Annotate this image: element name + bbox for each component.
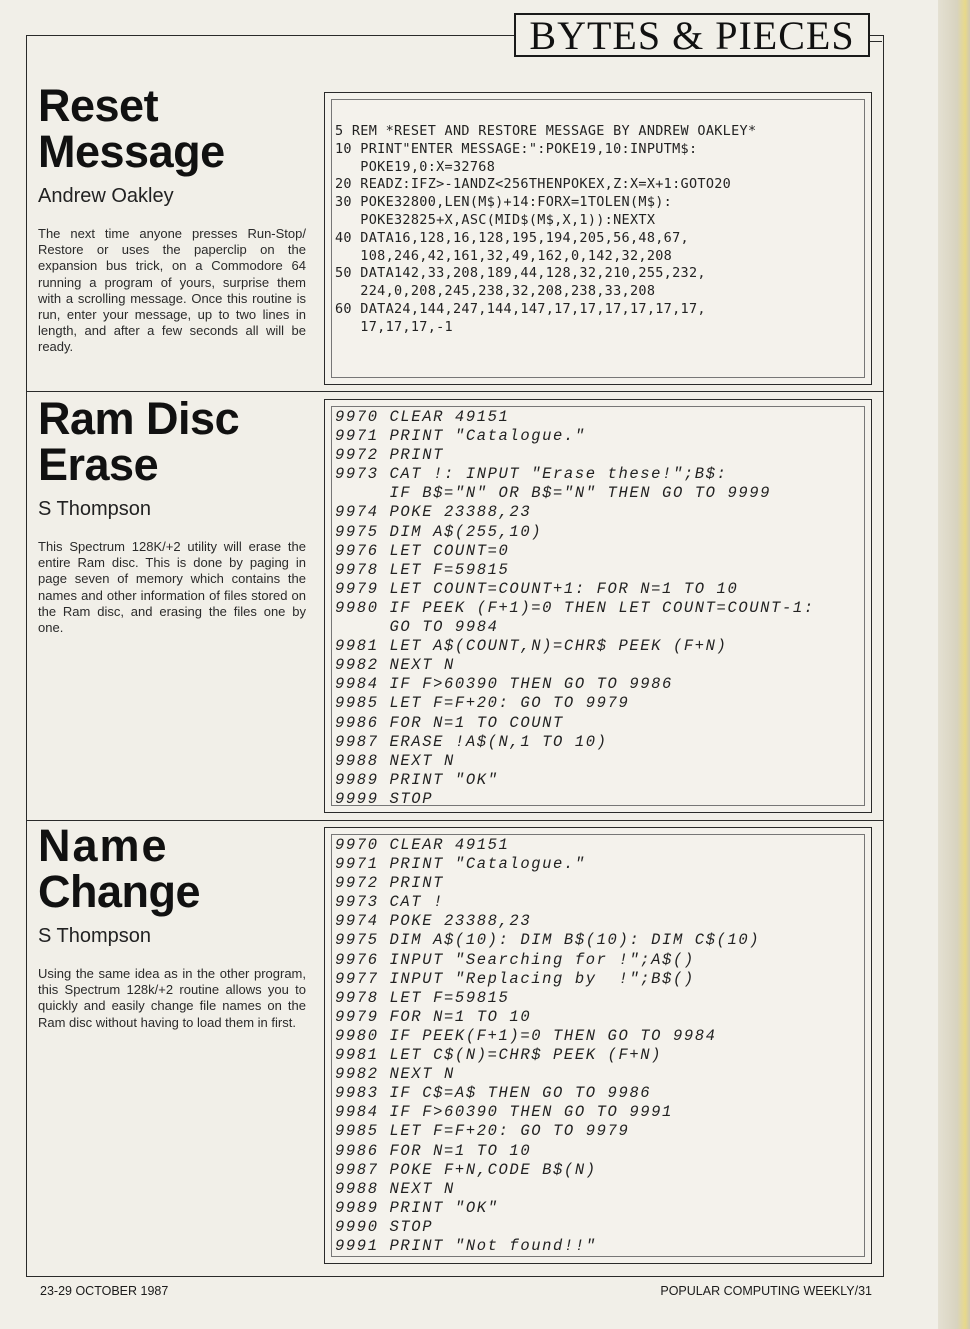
footer-date: 23-29 OCTOBER 1987 [40, 1284, 169, 1298]
article-name-change [38, 820, 306, 1031]
footer-page-number: POPULAR COMPUTING WEEKLY/31 [660, 1284, 872, 1298]
article-author: S Thompson [38, 498, 152, 520]
article-description: The next time anyone presses Run-Stop/ Restore or uses the paperclip on the expansion bus trick, on a Commodore 64 running a program of yours, surprise them with a scrolling message. Once this routine is run, enter your message, up to two lines in length, and after a few seconds all will be ready. [38, 226, 306, 355]
program-listing: 5 REM *RESET AND RESTORE MESSAGE BY ANDREW OAKLEY* 10 PRINT"ENTER MESSAGE:":POKE19,10:INPUTM$: POKE19,0:X=32768 20 READZ:IFZ>-1ANDZ<256THENPOKEX,Z:X=X+1:GOTO20 30 POKE32800,LEN(M$)+14:FORX=1TOLEN(M$): POKE32825+X,ASC(MID$(M$,X,1)):NEXTX 40 DATA16,128,16,128,195,194,205,56,48,67, 108,246,42,161,32,49,162,0,142,32,208 50 DATA142,33,208,189,44,128,32,210,255,232, 224,0,208,245,238,32,208,238,33,208 60 DATA24,144,247,144,147,17,17,17,17,17,17, 17,17,17,-1 [335, 123, 757, 335]
section-header: BYTES & PIECES [514, 13, 870, 57]
code-listing-ram-disc-erase [324, 399, 872, 813]
article-title: Reset Message [38, 80, 225, 177]
article-title: Ram Disc Erase [38, 393, 240, 490]
article-author: S Thompson [38, 925, 152, 947]
program-listing: 9970 CLEAR 49151 9971 PRINT "Catalogue." 9972 PRINT 9973 CAT !: INPUT "Erase these!";B$: IF B$="N" OR B$="N" THEN GO TO 9999 9974 POKE 23388,23 9975 DIM A$(255,10) 9976 LET COUNT=0 9978 LET F=59815 9979 LET COUNT=COUNT+1: FOR N=1 TO 10 9980 IF PEEK (F+1)=0 THEN LET COUNT=COUNT-1: GO TO 9984 9981 LET A$(COUNT,N)=CHR$ PEEK (F+N) 9982 NEXT N 9984 IF F>60390 THEN GO TO 9986 9985 LET F=F+20: GO TO 9979 9986 FOR N=1 TO COUNT 9987 ERASE !A$(N,1 TO 10) 9988 NEXT N 9989 PRINT "OK" 9999 STOP [335, 408, 815, 808]
article-title: Name Change [38, 820, 201, 917]
article-description: Using the same idea as in the other program, this Spectrum 128k/+2 routine allows you to quickly and easily change file names on the Ram disc without having to load them in first. [38, 966, 306, 1030]
article-description: This Spectrum 128K/+2 utility will erase the entire Ram disc. This is done by paging in page seven of memory which contains the names and other information of files stored on the Ram disc, and erasing the files one by one. [38, 539, 306, 636]
article-ram-disc-erase [38, 393, 306, 636]
article-reset-message [38, 80, 306, 356]
code-listing-reset-message [324, 92, 872, 385]
section-divider [26, 391, 884, 392]
page-edge [938, 0, 970, 1329]
program-listing: 9970 CLEAR 49151 9971 PRINT "Catalogue." 9972 PRINT 9973 CAT ! 9974 POKE 23388,23 9975 DIM A$(10): DIM B$(10): DIM C$(10) 9976 INPUT "Searching for !";A$() 9977 INPUT "Replacing by !";B$() 9978 LET F=59815 9979 FOR N=1 TO 10 9980 IF PEEK(F+1)=0 THEN GO TO 9984 9981 LET C$(N)=CHR$ PEEK (F+N) 9982 NEXT N 9983 IF C$=A$ THEN GO TO 9986 9984 IF F>60390 THEN GO TO 9991 9985 LET F=F+20: GO TO 9979 9986 FOR N=1 TO 10 9987 POKE F+N,CODE B$(N) 9988 NEXT N 9989 PRINT "OK" 9990 STOP 9991 PRINT "Not found!!" [335, 836, 761, 1255]
code-listing-name-change [324, 827, 872, 1264]
article-author: Andrew Oakley [38, 185, 174, 207]
